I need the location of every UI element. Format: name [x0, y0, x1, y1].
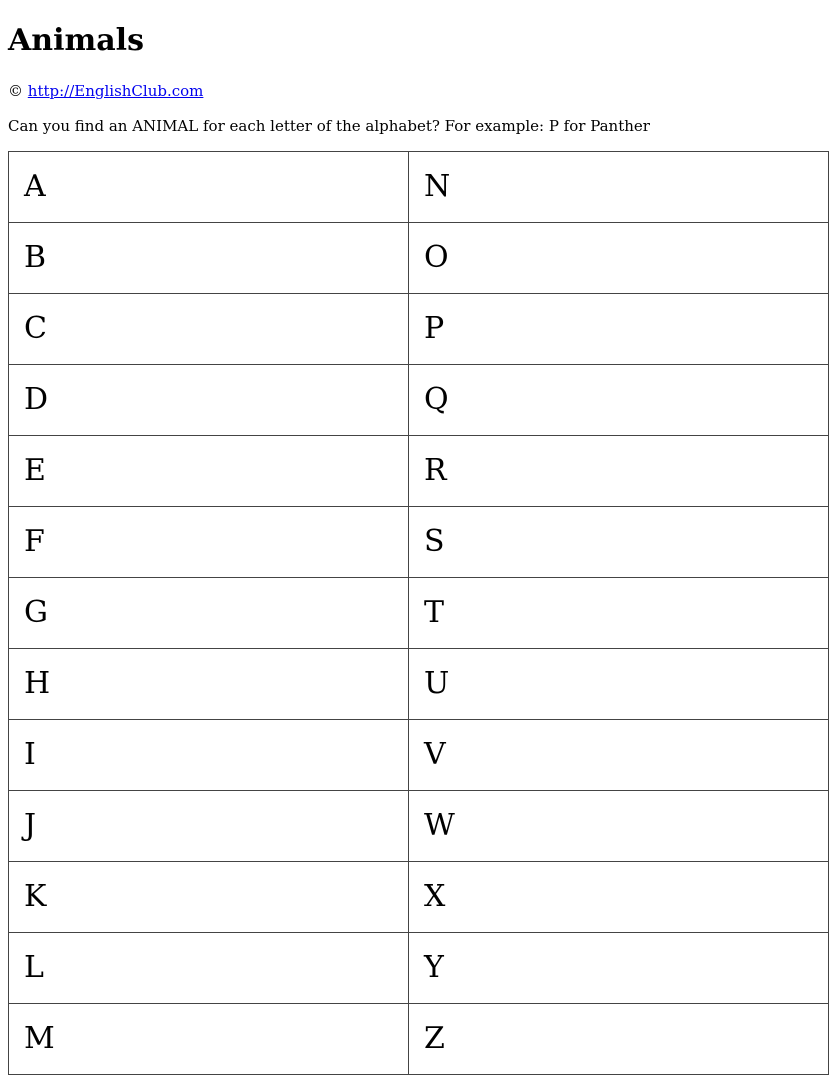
letter-cell-left: B	[9, 223, 409, 294]
page-title: Animals	[8, 23, 144, 58]
table-row	[9, 720, 829, 791]
letter-cell-left: G	[9, 578, 409, 649]
table-row	[9, 791, 829, 862]
letter-cell-right: W	[409, 791, 829, 862]
table-row	[9, 933, 829, 1004]
englishclub-link[interactable]: http://EnglishClub.com	[27, 82, 204, 100]
letter-cell-left: F	[9, 507, 409, 578]
table-row	[9, 578, 829, 649]
letter-cell-left: H	[9, 649, 409, 720]
letter-cell-right: P	[409, 294, 829, 365]
letter-cell-right: Z	[409, 1004, 829, 1075]
copyright-line	[8, 81, 203, 101]
table-row	[9, 1004, 829, 1075]
letter-cell-left: M	[9, 1004, 409, 1075]
table-row	[9, 649, 829, 720]
instructions-text: Can you find an ANIMAL for each letter of the alphabet? For example: P for Panther	[8, 117, 650, 135]
letter-cell-right: N	[409, 152, 829, 223]
letter-cell-right: R	[409, 436, 829, 507]
table-row	[9, 294, 829, 365]
table-row	[9, 507, 829, 578]
letter-cell-left: C	[9, 294, 409, 365]
letter-cell-right: Q	[409, 365, 829, 436]
table-row	[9, 436, 829, 507]
table-row	[9, 223, 829, 294]
letter-cell-right: T	[409, 578, 829, 649]
letter-cell-right: V	[409, 720, 829, 791]
letter-cell-left: L	[9, 933, 409, 1004]
letter-cell-left: I	[9, 720, 409, 791]
copyright-symbol: ©	[8, 82, 23, 100]
letter-cell-left: E	[9, 436, 409, 507]
table-row	[9, 152, 829, 223]
letter-cell-right: X	[409, 862, 829, 933]
letter-cell-right: U	[409, 649, 829, 720]
alphabet-table	[8, 151, 829, 1075]
alphabet-table-body	[9, 152, 829, 1075]
letter-cell-left: K	[9, 862, 409, 933]
letter-cell-left: D	[9, 365, 409, 436]
table-row	[9, 365, 829, 436]
table-row	[9, 862, 829, 933]
letter-cell-left: A	[9, 152, 409, 223]
letter-cell-right: Y	[409, 933, 829, 1004]
letter-cell-right: O	[409, 223, 829, 294]
letter-cell-left: J	[9, 791, 409, 862]
letter-cell-right: S	[409, 507, 829, 578]
